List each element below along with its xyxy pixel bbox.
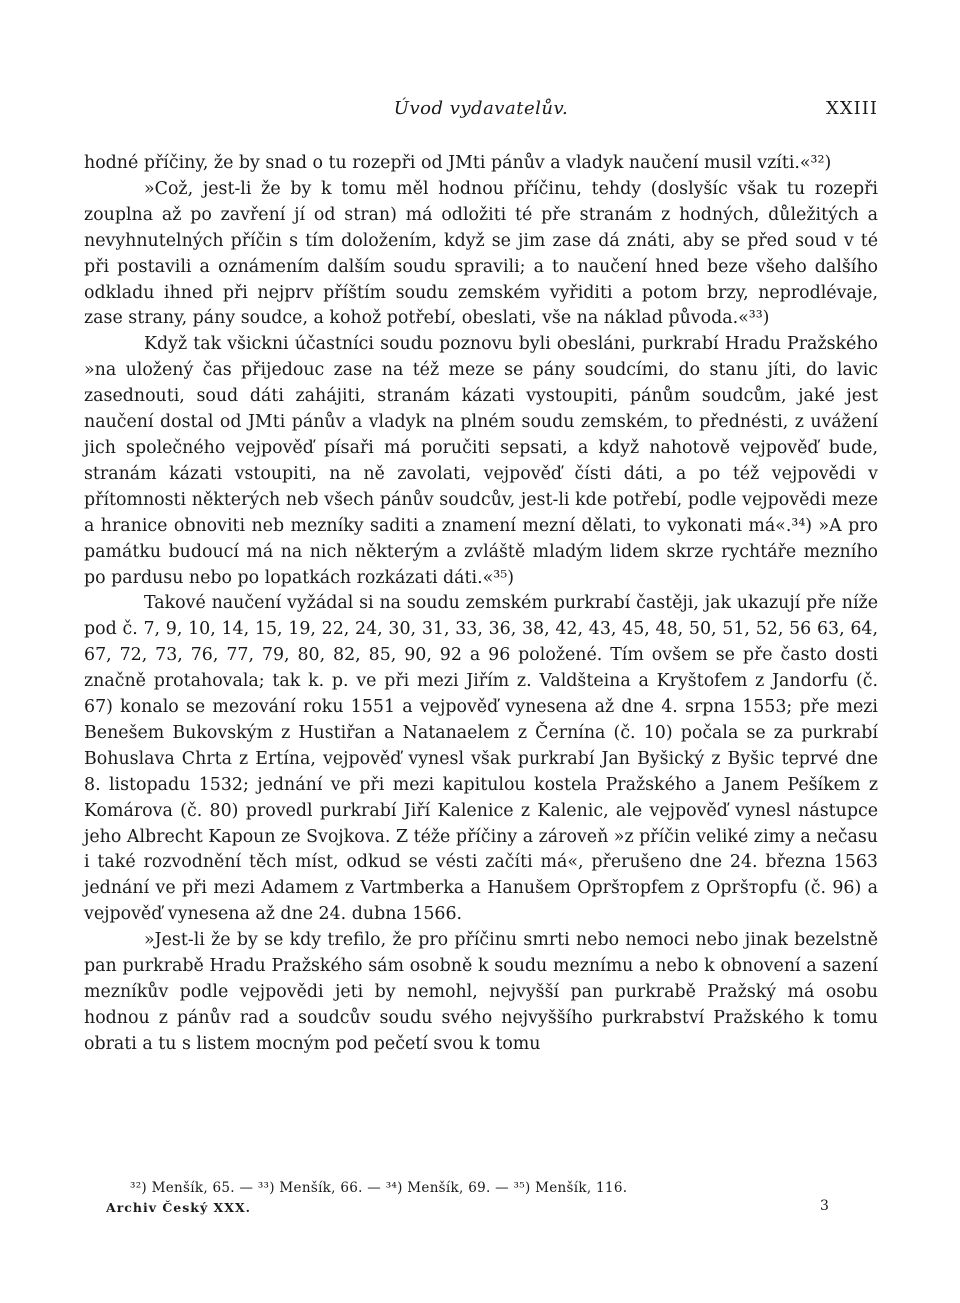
paragraph: »Což, jest-li že by k tomu měl hodnou příčinu, tehdy (doslyšíc však tu rozepři zouplna až po zavření jí od stran) má odložiti té pře stranám z hodných, důležitých a nevyhnutelných příčin s tím doložením, když se jim zase dá znáti, aby se před soud v té při postavili a oznámením dalším soudu spravili; a to naučení hned beze všeho dalšího odkladu ihned při nejprv příštím soudu zemském vyřiditi a potom brzy, neprodlévaje, zase strany, pány soudce, a kohož potřebí, obeslati, vše na náklad původa.«³³) (84, 178, 878, 329)
running-title: Úvod vydavatelův. (393, 98, 569, 119)
page-number: XXIII (826, 98, 878, 119)
paragraph: hodné příčiny, že by snad o tu rozepři od JMti pánův a vladyk naučení musil vzíti.«³²) (84, 153, 832, 173)
paragraph: Když tak všickni účastníci soudu poznovu byli obesláni, purkrabí Hradu Pražského »na uložený čas přijedouc zase na též meze se pány soudcími, do stanu jíti, do lavic zasednouti, soud dáti zahájiti, stranám kázati vystoupiti, pánům soudcům, jaké jest naučení dostal od JMti pánův a vladyk na plném soudu zemském, to přednésti, z uvážení jich společného vejpověď písaři má poručiti sepsati, a když nahotově vejpověď bude, stranám kázati vstoupiti, na ně zavolati, vejpověď čísti dáti, a po též vejpovědi v přítomnosti některých neb všech pánův soudcův, jest-li kde potřebí, podle vejpovědi meze a hranice obnoviti neb mezníky saditi a znamení mezní dělati, to vykonati má«.³⁴) »A pro památku budoucí má na nich některým a zvláště mladým lidem skrze rychtáře mezního po pardusu nebo po lopatkách rozkázati dáti.«³⁵) (84, 334, 878, 588)
sheet-signature: Archiv Český XXX. (106, 1200, 252, 1215)
footnotes: ³²) Menšík, 65. — ³³) Menšík, 66. — ³⁴) Menšík, 69. — ³⁵) Menšík, 116. (130, 1180, 628, 1196)
sheet-number: 3 (820, 1198, 829, 1214)
body-text (84, 151, 878, 1058)
running-header (84, 98, 878, 128)
paragraph: »Jest-li že by se kdy trefilo, že pro příčinu smrti nebo nemoci nebo jinak bezelstně pan purkrabě Hradu Pražského sám osobně k soudu meznímu a nebo k obnovení a sazení mezníkův podle vejpovědi jeti by nemohl, nejvyšší pan purkrabě Pražský má osobu hodnou z pánův rad a soudcův soudu svého nejvyššího purkrabství Pražského k tomu obrati a tu s listem mocným pod pečetí svou k tomu (84, 930, 878, 1054)
paragraph: Takové naučení vyžádal si na soudu zemském purkrabí častěji, jak ukazují pře níže pod č. 7, 9, 10, 14, 15, 19, 22, 24, 30, 31, 33, 36, 38, 42, 43, 45, 48, 50, 51, 52, 56 63, 64, 67, 72, 73, 76, 77, 79, 80, 82, 85, 90, 92 a 96 položené. Tím ovšem se pře často dosti značně protahovala; tak k. p. ve při mezi Jiřím z. Valdšteina a Kryštofem z Jandorfu (č. 67) konalo se mezování roku 1551 a vejpověď vynesena až dne 4. srpna 1553; pře mezi Benešem Bukovským z Hustiřan a Natanaelem z Černína (č. 10) počala se za purkrabí Bohuslava Chrta z Ertína, vejpověď vynesl však purkrabí Jan Byšický z Byšic teprvé dne 8. listopadu 1532; jednání ve při mezi kapitulou kostela Pražského a Janem Pešíkem z Komárova (č. 80) provedl purkrabí Jiří Kalenice z Kalenic, ale vejpověď vynesl nástupce jeho Albrecht Kapoun ze Svojkova. Z téže příčiny a zároveň »z příčin veliké zimy a nečasu i také rozvodnění těch míst, odkud se vésti začíti má«, přerušeno dne 24. března 1563 jednání ve při mezi Adamem z Vartmberka a Hanušem Opršторfem z Opršторfu (č. 96) a vejpověď vynesena až dne 24. dubna 1566. (84, 593, 878, 925)
